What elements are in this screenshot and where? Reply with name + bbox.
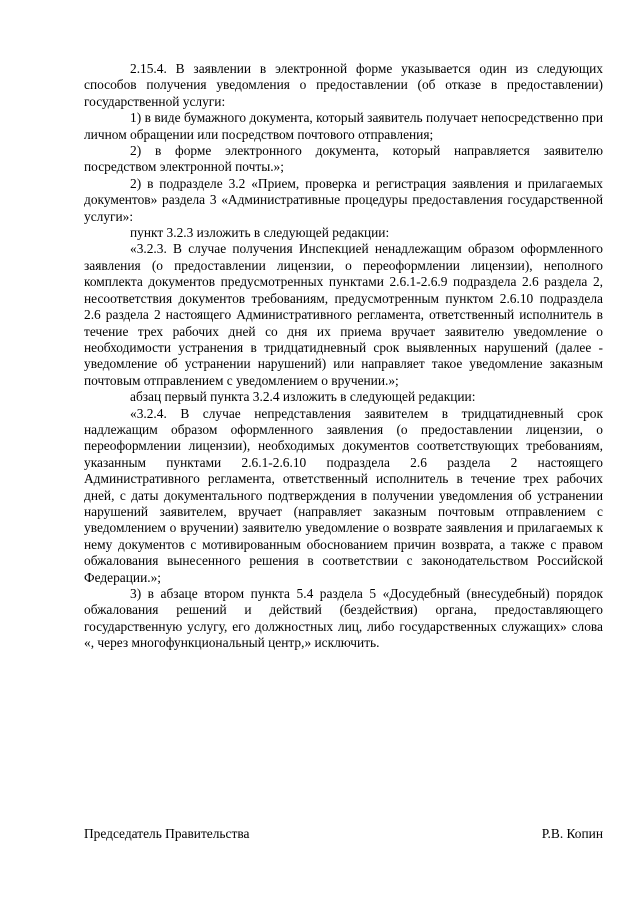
paragraph-2-15-4: 2.15.4. В заявлении в электронной форме указывается один из следующих способов получения уведомления о предоставлении (об отказе в предоставлении) государственной услуги: [84,61,603,109]
signatory-name: Р.В. Копин [541,826,603,841]
paragraph-subsection-3-2: 2) в подразделе 3.2 «Прием, проверка и регистрация заявления и прилагаемых документов» раздела 3 «Административные процедуры предоставления государственной услуги»: [84,175,603,224]
paragraph-3-2-3: «3.2.3. В случае получения Инспекцией ненадлежащим образом оформленного заявления (о предоставлении лицензии, о переоформлении лицензии), неполного комплекта документов предусмотренных пунктами 2.6.1-2.6.9 подраздела 2.6 раздела 2, несоответствия документов требованиям, предусмотренным пунктом 2.6.10 подраздела 2.6 раздела 2 настоящего Административного регламента, ответственный исполнитель в течение трех рабочих дней со дня их приема вручает заявителю уведомление о необходимости устранения в тридцатидневный срок выявленных нарушений (далее - уведомление об устранении нарушений) или направляет такое уведомление заказным почтовым отправлением с уведомлением о вручении.»; [84,241,603,388]
paragraph-electronic-document: 2) в форме электронного документа, который направляется заявителю посредством электронной почты.»; [84,143,603,175]
document-body [84,61,603,652]
paragraph-paper-document: 1) в виде бумажного документа, который заявитель получает непосредственно при личном обращении или посредством почтового отправления; [84,110,603,142]
signature-block [84,826,603,842]
paragraph-item-3-2-3-intro: пункт 3.2.3 изложить в следующей редакции: [130,225,390,241]
signatory-position: Председатель Правительства [84,826,250,841]
paragraph-item-3-2-4-intro: абзац первый пункта 3.2.4 изложить в следующей редакции: [130,389,476,405]
paragraph-3-2-4: «3.2.4. В случае непредставления заявителем в тридцатидневный срок надлежащим образом оформленного заявления (о предоставлении лицензии, о переоформлении лицензии), необходимых документов соответствующих требованиям, указанным пунктами 2.6.1-2.6.10 подраздела 2.6 раздела 2 настоящего Административного регламента, ответственный исполнитель в течение трех рабочих дней, с даты документального подтверждения в получении уведомления об устранении нарушений заявителем, вручает (направляет заказным почтовым отправлением с уведомлением о вручении) заявителю уведомление о возврате заявления и прилагаемых к нему документов с мотивированным обоснованием причин возврата, а также с правом обжалования вынесенного решения в соответствии с законодательством Российской Федерации.»; [84,405,603,585]
paragraph-section-5-4: 3) в абзаце втором пункта 5.4 раздела 5 «Досудебный (внесудебный) порядок обжалования решений и действий (бездействия) органа, предоставляющего государственную услугу, его должностных лиц, либо государственных служащих» слова «, через многофункциональный центр,» исключить. [84,586,603,651]
